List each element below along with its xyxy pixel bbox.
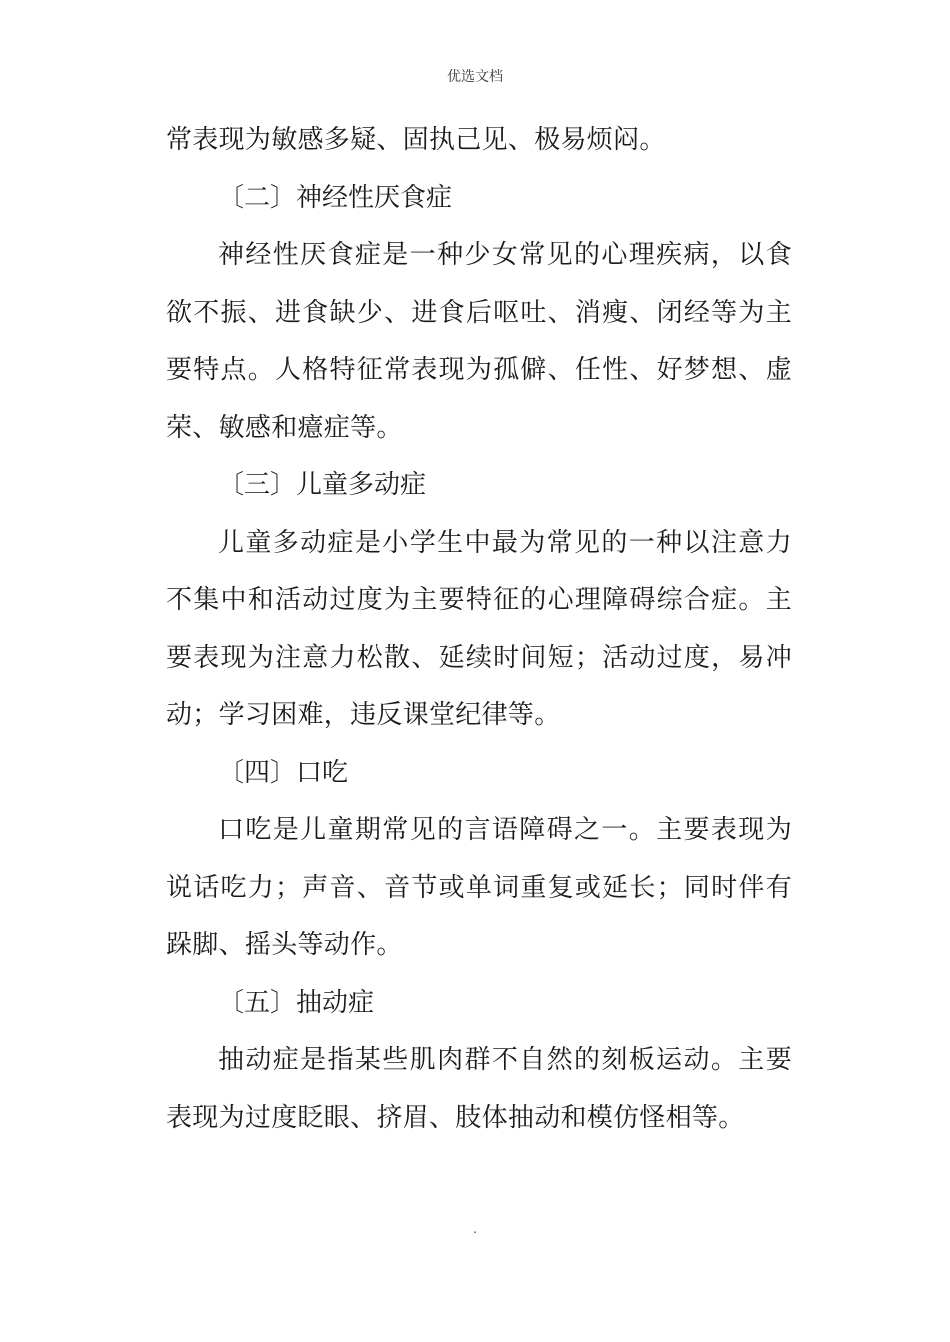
- paragraph-adhd: 儿童多动症是小学生中最为常见的一种以注意力不集中和活动过度为主要特征的心理障碍综合症。主要表现为注意力松散、延续时间短；活动过度，易冲动；学习困难，违反课堂纪律等。: [166, 527, 792, 730]
- document-body: [166, 112, 792, 1147]
- section-heading-anorexia: 〔二〕神经性厌食症: [218, 182, 453, 213]
- page-footer-mark: .: [473, 1222, 477, 1236]
- paragraph-continuation: 常表现为敏感多疑、固执己见、极易烦闷。: [166, 125, 666, 155]
- page-header: 优选文档: [447, 69, 503, 85]
- section-heading-adhd: 〔三〕儿童多动症: [218, 470, 427, 500]
- section-heading-tic-disorder: 〔五〕抽动症: [218, 987, 375, 1018]
- paragraph-stuttering: 口吃是儿童期常见的言语障碍之一。主要表现为说话吃力；声音、音节或单词重复或延长；同时伴有跺脚、摇头等动作。: [166, 815, 792, 960]
- paragraph-anorexia: 神经性厌食症是一种少女常见的心理疾病，以食欲不振、进食缺少、进食后呕吐、消瘦、闭经等为主要特点。人格特征常表现为孤僻、任性、好梦想、虚荣、敏感和癔症等。: [166, 240, 792, 443]
- paragraph-tic-disorder: 抽动症是指某些肌肉群不自然的刻板运动。主要表现为过度眨眼、挤眉、肢体抽动和模仿怪相等。: [166, 1045, 792, 1133]
- section-heading-stuttering: 〔四〕口吃: [218, 757, 349, 788]
